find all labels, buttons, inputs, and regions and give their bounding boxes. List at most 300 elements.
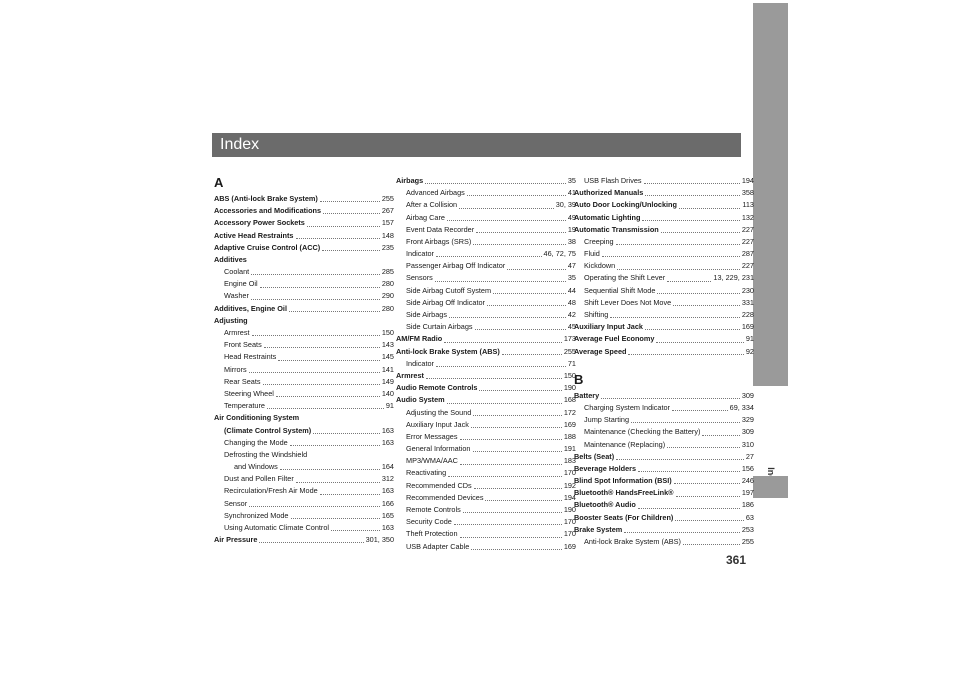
leader-dots <box>313 433 380 434</box>
entry-page[interactable]: 170 <box>563 529 576 539</box>
index-entry[interactable] <box>396 212 576 224</box>
entry-term: MP3/WMA/AAC <box>406 456 458 466</box>
entry-page[interactable]: 163 <box>381 425 394 435</box>
entry-page[interactable]: 287 <box>741 249 754 259</box>
entry-page[interactable]: 48 <box>567 297 576 307</box>
leader-dots <box>702 435 739 436</box>
entry-page[interactable]: 30, 39 <box>555 200 576 210</box>
entry-page[interactable]: 173 <box>563 334 576 344</box>
index-entry[interactable] <box>214 339 394 351</box>
entry-page[interactable]: 310 <box>741 439 754 449</box>
index-entry[interactable] <box>396 346 576 358</box>
entry-term: Mirrors <box>224 364 247 374</box>
entry-term: Sequential Shift Mode <box>584 285 656 295</box>
index-entry[interactable] <box>574 439 754 451</box>
index-entry[interactable] <box>396 321 576 333</box>
entry-term: Recommended CDs <box>406 480 472 490</box>
index-entry[interactable] <box>214 522 394 534</box>
entry-page[interactable]: 358 <box>741 188 754 198</box>
index-entry[interactable] <box>396 394 576 406</box>
entry-page[interactable]: 143 <box>381 340 394 350</box>
leader-dots <box>463 512 562 513</box>
entry-term: Booster Seats (For Children) <box>574 512 674 522</box>
entry-term: Audio Remote Controls <box>396 383 478 393</box>
index-entry[interactable] <box>214 230 394 242</box>
index-entry[interactable] <box>574 487 754 499</box>
entry-page[interactable]: 47 <box>567 261 576 271</box>
entry-page[interactable]: 280 <box>381 303 394 313</box>
entry-page[interactable]: 172 <box>563 407 576 417</box>
entry-page[interactable]: 183 <box>563 456 576 466</box>
entry-term: General Information <box>406 444 471 454</box>
entry-page[interactable]: 63 <box>745 512 754 522</box>
index-entry[interactable] <box>574 187 754 199</box>
leader-dots <box>252 335 380 336</box>
index-entry[interactable] <box>574 475 754 487</box>
entry-page[interactable]: 35 <box>567 175 576 185</box>
entry-term: Steering Wheel <box>224 388 274 398</box>
index-entry[interactable] <box>574 414 754 426</box>
entry-term: Automatic Lighting <box>574 212 641 222</box>
entry-page[interactable]: 290 <box>381 291 394 301</box>
index-entry[interactable] <box>214 449 394 461</box>
index-entry[interactable] <box>396 199 576 211</box>
leader-dots <box>425 183 566 184</box>
entry-page[interactable]: 170 <box>563 517 576 527</box>
index-entry[interactable] <box>214 412 394 424</box>
entry-page[interactable]: 227 <box>741 236 754 246</box>
entry-page[interactable]: 35 <box>567 273 576 283</box>
entry-page[interactable]: 163 <box>381 523 394 533</box>
index-entry[interactable] <box>214 254 394 266</box>
entry-term: ABS (Anti-lock Brake System) <box>214 193 318 203</box>
entry-term: Maintenance (Checking the Battery) <box>584 427 701 437</box>
index-entry[interactable] <box>396 443 576 455</box>
entry-page[interactable]: 168 <box>563 395 576 405</box>
leader-dots <box>436 366 566 367</box>
index-entry[interactable] <box>214 388 394 400</box>
entry-page[interactable]: 150 <box>381 328 394 338</box>
entry-term: Adjusting <box>214 315 248 325</box>
entry-page[interactable]: 45 <box>567 322 576 332</box>
entry-term: Engine Oil <box>224 279 258 289</box>
entry-term: Fluid <box>584 249 600 259</box>
entry-term: Reactivating <box>406 468 447 478</box>
entry-term: Air Conditioning System <box>214 413 300 423</box>
side-tab-bar <box>753 3 788 386</box>
leader-dots <box>616 244 740 245</box>
index-entry[interactable] <box>396 248 576 260</box>
leader-dots <box>602 256 740 257</box>
index-entry[interactable] <box>574 512 754 524</box>
index-entry[interactable] <box>574 199 754 211</box>
leader-dots <box>610 317 739 318</box>
entry-page[interactable]: 309 <box>741 390 754 400</box>
index-entry[interactable] <box>214 425 394 437</box>
index-entry[interactable] <box>214 473 394 485</box>
index-entry[interactable] <box>574 346 754 358</box>
entry-term: Additives <box>214 254 247 264</box>
index-entry[interactable] <box>396 285 576 297</box>
index-entry[interactable] <box>574 212 754 224</box>
entry-page[interactable]: 197 <box>741 488 754 498</box>
entry-page[interactable]: 228 <box>741 310 754 320</box>
entry-page[interactable]: 235 <box>381 242 394 252</box>
entry-term: Adjusting the Sound <box>406 407 472 417</box>
entry-term: Theft Protection <box>406 529 458 539</box>
leader-dots <box>471 549 562 550</box>
entry-term: Defrosting the Windshield <box>224 449 308 459</box>
entry-page[interactable]: 285 <box>381 267 394 277</box>
index-entry[interactable] <box>574 321 754 333</box>
index-entry[interactable] <box>574 390 754 402</box>
leader-dots <box>642 220 739 221</box>
index-entry[interactable] <box>396 407 576 419</box>
index-entry[interactable] <box>574 260 754 272</box>
index-entry[interactable] <box>574 236 754 248</box>
leader-dots <box>487 305 566 306</box>
entry-page[interactable]: 148 <box>381 230 394 240</box>
entry-term: Air Pressure <box>214 535 258 545</box>
index-entry[interactable] <box>396 516 576 528</box>
entry-page[interactable]: 113 <box>742 200 754 210</box>
entry-term: Recommended Devices <box>406 492 484 502</box>
index-entry[interactable] <box>574 285 754 297</box>
entry-page[interactable]: 255 <box>741 537 754 547</box>
entry-term: Indicator <box>406 249 434 259</box>
index-entry[interactable] <box>214 278 394 290</box>
index-entry[interactable] <box>214 242 394 254</box>
leader-dots <box>289 311 380 312</box>
entry-term: Recirculation/Fresh Air Mode <box>224 486 318 496</box>
entry-term: Average Fuel Economy <box>574 334 655 344</box>
entry-page[interactable]: 312 <box>381 474 394 484</box>
entry-term: Dust and Pollen Filter <box>224 474 294 484</box>
index-entry[interactable] <box>214 534 394 546</box>
entry-term: Charging System Indicator <box>584 402 670 412</box>
entry-page[interactable]: 191 <box>563 444 576 454</box>
index-entry[interactable] <box>396 187 576 199</box>
leader-dots <box>485 500 561 501</box>
page-number: 361 <box>726 553 747 567</box>
index-entry[interactable] <box>396 333 576 345</box>
leader-dots <box>473 415 561 416</box>
index-entry[interactable] <box>214 437 394 449</box>
entry-term: Synchronized Mode <box>224 510 289 520</box>
index-entry[interactable] <box>396 175 576 187</box>
entry-page[interactable]: 255 <box>563 346 576 356</box>
leader-dots <box>624 532 740 533</box>
leader-dots <box>449 317 566 318</box>
index-entry[interactable] <box>396 224 576 236</box>
leader-dots <box>460 464 562 465</box>
index-entry[interactable] <box>574 536 754 548</box>
leader-dots <box>617 269 740 270</box>
index-entry[interactable] <box>396 236 576 248</box>
entry-term: Using Automatic Climate Control <box>224 523 330 533</box>
index-entry[interactable] <box>396 431 576 443</box>
entry-term: Adaptive Cruise Control (ACC) <box>214 242 321 252</box>
leader-dots <box>467 195 566 196</box>
index-entry[interactable] <box>214 303 394 315</box>
index-entry[interactable] <box>214 327 394 339</box>
leader-dots <box>473 244 566 245</box>
leader-dots <box>307 226 380 227</box>
entry-page[interactable]: 141 <box>381 364 394 374</box>
index-entry[interactable] <box>214 461 394 473</box>
index-entry[interactable] <box>396 455 576 467</box>
entry-page[interactable]: 169 <box>563 541 576 551</box>
index-entry[interactable] <box>574 224 754 236</box>
entry-term: Front Seats <box>224 340 262 350</box>
index-entry[interactable] <box>574 297 754 309</box>
entry-page[interactable]: 166 <box>381 498 394 508</box>
index-entry[interactable] <box>396 260 576 272</box>
index-column-3 <box>574 175 754 548</box>
index-entry[interactable] <box>574 248 754 260</box>
entry-page[interactable]: 140 <box>381 388 394 398</box>
index-entry[interactable] <box>214 351 394 363</box>
leader-dots <box>601 398 740 399</box>
leader-dots <box>672 410 728 411</box>
entry-page[interactable]: 227 <box>741 224 754 234</box>
index-entry[interactable] <box>396 309 576 321</box>
entry-term: Belts (Seat) <box>574 451 615 461</box>
entry-page[interactable]: 46, 72, 75 <box>543 249 576 259</box>
index-entry[interactable] <box>214 400 394 412</box>
entry-term: Auxiliary Input Jack <box>574 322 643 332</box>
entry-page[interactable]: 13, 229, 231 <box>713 273 754 283</box>
index-entry[interactable] <box>396 492 576 504</box>
leader-dots <box>476 232 566 233</box>
entry-page[interactable]: 91 <box>385 401 394 411</box>
leader-dots <box>675 520 744 521</box>
entry-page[interactable]: 169 <box>563 419 576 429</box>
entry-page[interactable]: 230 <box>741 285 754 295</box>
entry-page[interactable]: 163 <box>381 437 394 447</box>
entry-term: Passenger Airbag Off Indicator <box>406 261 506 271</box>
leader-dots <box>448 476 562 477</box>
entry-page[interactable]: 19 <box>567 224 576 234</box>
leader-dots <box>645 329 740 330</box>
leader-dots <box>502 354 562 355</box>
entry-term: Error Messages <box>406 431 458 441</box>
entry-page[interactable]: 49 <box>567 212 576 222</box>
entry-page[interactable]: 255 <box>381 193 394 203</box>
index-entry[interactable] <box>574 402 754 414</box>
entry-term: Shift Lever Does Not Move <box>584 297 672 307</box>
entry-term: Additives, Engine Oil <box>214 303 287 313</box>
index-entry[interactable] <box>214 486 394 498</box>
index-entry[interactable] <box>574 309 754 321</box>
leader-dots <box>322 250 380 251</box>
entry-term: Armrest <box>224 328 250 338</box>
entry-page[interactable]: 329 <box>741 415 754 425</box>
entry-page[interactable]: 71 <box>567 358 576 368</box>
leader-dots <box>290 445 380 446</box>
leader-dots <box>251 274 380 275</box>
entry-page[interactable]: 194 <box>563 492 576 502</box>
index-entry[interactable] <box>214 315 394 327</box>
entry-page[interactable]: 132 <box>741 212 754 222</box>
entry-page[interactable]: 194 <box>741 175 754 185</box>
index-entry[interactable] <box>214 193 394 205</box>
leader-dots <box>278 360 379 361</box>
leader-dots <box>674 483 740 484</box>
entry-page[interactable]: 188 <box>563 431 576 441</box>
index-entry[interactable] <box>574 175 754 187</box>
entry-term: Sensors <box>406 273 433 283</box>
leader-dots <box>251 299 380 300</box>
leader-dots <box>644 183 740 184</box>
entry-term: Brake System <box>574 524 623 534</box>
entry-page[interactable]: 163 <box>381 486 394 496</box>
entry-term: Bluetooth® HandsFreeLink® <box>574 488 674 498</box>
leader-dots <box>296 482 380 483</box>
index-entry[interactable] <box>396 358 576 370</box>
entry-page[interactable]: 170 <box>563 468 576 478</box>
leader-dots <box>661 232 740 233</box>
leader-dots <box>475 329 566 330</box>
entry-page[interactable]: 309 <box>741 427 754 437</box>
entry-page[interactable]: 27 <box>745 451 754 461</box>
entry-page[interactable]: 165 <box>381 510 394 520</box>
leader-dots <box>447 220 566 221</box>
index-entry[interactable] <box>574 463 754 475</box>
entry-term: Armrest <box>396 370 424 380</box>
index-entry[interactable] <box>396 382 576 394</box>
side-tab-bar-lower <box>753 476 788 498</box>
entry-page[interactable]: 164 <box>381 462 394 472</box>
entry-term: Bluetooth® Audio <box>574 500 636 510</box>
leader-dots <box>280 469 380 470</box>
entry-page[interactable]: 44 <box>567 285 576 295</box>
entry-page[interactable]: 267 <box>381 206 394 216</box>
leader-dots <box>260 287 380 288</box>
entry-page[interactable]: 190 <box>563 383 576 393</box>
index-entry[interactable] <box>574 500 754 512</box>
entry-term: Auxiliary Input Jack <box>406 419 469 429</box>
entry-term: USB Adapter Cable <box>406 541 470 551</box>
leader-dots <box>667 281 711 282</box>
entry-page[interactable]: 150 <box>563 370 576 380</box>
section-letter: A <box>214 175 224 190</box>
section-spacer <box>574 358 754 372</box>
entry-page[interactable]: 246 <box>741 476 754 486</box>
leader-dots <box>673 305 740 306</box>
entry-term: Event Data Recorder <box>406 224 475 234</box>
entry-page[interactable]: 280 <box>381 279 394 289</box>
index-entry[interactable] <box>214 266 394 278</box>
entry-page[interactable]: 301, 350 <box>365 535 394 545</box>
leader-dots <box>426 378 562 379</box>
leader-dots <box>460 537 562 538</box>
entry-term: Washer <box>224 291 249 301</box>
entry-term: Head Restraints <box>224 352 277 362</box>
index-entry[interactable] <box>214 376 394 388</box>
index-entry[interactable] <box>396 370 576 382</box>
entry-page[interactable]: 331 <box>741 297 754 307</box>
index-banner <box>212 133 741 157</box>
index-entry[interactable] <box>574 451 754 463</box>
entry-term: Battery <box>574 390 600 400</box>
entry-page[interactable]: 169 <box>741 322 754 332</box>
entry-page[interactable]: 192 <box>563 480 576 490</box>
leader-dots <box>267 408 384 409</box>
entry-term: Active Head Restraints <box>214 230 294 240</box>
index-entry[interactable] <box>574 333 754 345</box>
entry-page[interactable]: 227 <box>741 261 754 271</box>
leader-dots <box>507 269 566 270</box>
entry-page[interactable]: 253 <box>741 524 754 534</box>
index-entry[interactable] <box>214 498 394 510</box>
leader-dots <box>435 281 566 282</box>
index-entry[interactable] <box>214 291 394 303</box>
leader-dots <box>276 396 380 397</box>
entry-page[interactable]: 38 <box>567 236 576 246</box>
index-entry[interactable] <box>396 504 576 516</box>
index-entry[interactable] <box>214 510 394 522</box>
leader-dots <box>444 342 562 343</box>
leader-dots <box>493 293 566 294</box>
index-entry[interactable] <box>396 528 576 540</box>
index-entry[interactable] <box>396 419 576 431</box>
index-entry[interactable] <box>574 426 754 438</box>
index-entry[interactable] <box>396 297 576 309</box>
entry-page[interactable]: 92 <box>745 346 754 356</box>
index-entry[interactable] <box>574 524 754 536</box>
index-entry[interactable] <box>574 273 754 285</box>
leader-dots <box>323 213 380 214</box>
index-entry[interactable] <box>396 480 576 492</box>
leader-dots <box>679 208 740 209</box>
entry-term: Anti-lock Brake System (ABS) <box>584 537 681 547</box>
entry-page[interactable]: 145 <box>381 352 394 362</box>
entry-page[interactable]: 91 <box>745 334 754 344</box>
entry-page[interactable]: 157 <box>381 218 394 228</box>
entry-term: Accessory Power Sockets <box>214 218 305 228</box>
entry-page[interactable]: 190 <box>563 505 576 515</box>
leader-dots <box>264 347 380 348</box>
index-entry[interactable] <box>396 541 576 553</box>
leader-dots <box>471 427 562 428</box>
entry-page[interactable]: 149 <box>381 376 394 386</box>
entry-page[interactable]: 156 <box>741 463 754 473</box>
entry-term: Kickdown <box>584 261 616 271</box>
leader-dots <box>259 542 363 543</box>
entry-page[interactable]: 41 <box>567 188 576 198</box>
leader-dots <box>638 471 740 472</box>
index-entry[interactable] <box>214 364 394 376</box>
entry-page[interactable]: 186 <box>741 500 754 510</box>
entry-page[interactable]: 42 <box>567 310 576 320</box>
entry-page[interactable]: 69, 334 <box>729 402 754 412</box>
leader-dots <box>683 544 740 545</box>
index-entry[interactable] <box>214 205 394 217</box>
index-entry[interactable] <box>214 217 394 229</box>
index-entry[interactable] <box>396 273 576 285</box>
entry-term: Temperature <box>224 401 265 411</box>
entry-term: Operating the Shift Lever <box>584 273 666 283</box>
leader-dots <box>638 508 740 509</box>
leader-dots <box>249 506 380 507</box>
index-entry[interactable] <box>396 468 576 480</box>
entry-term: Indicator <box>406 358 434 368</box>
entry-term: and Windows <box>234 462 278 472</box>
leader-dots <box>474 488 562 489</box>
entry-term: Shifting <box>584 310 609 320</box>
entry-term: Maintenance (Replacing) <box>584 439 666 449</box>
